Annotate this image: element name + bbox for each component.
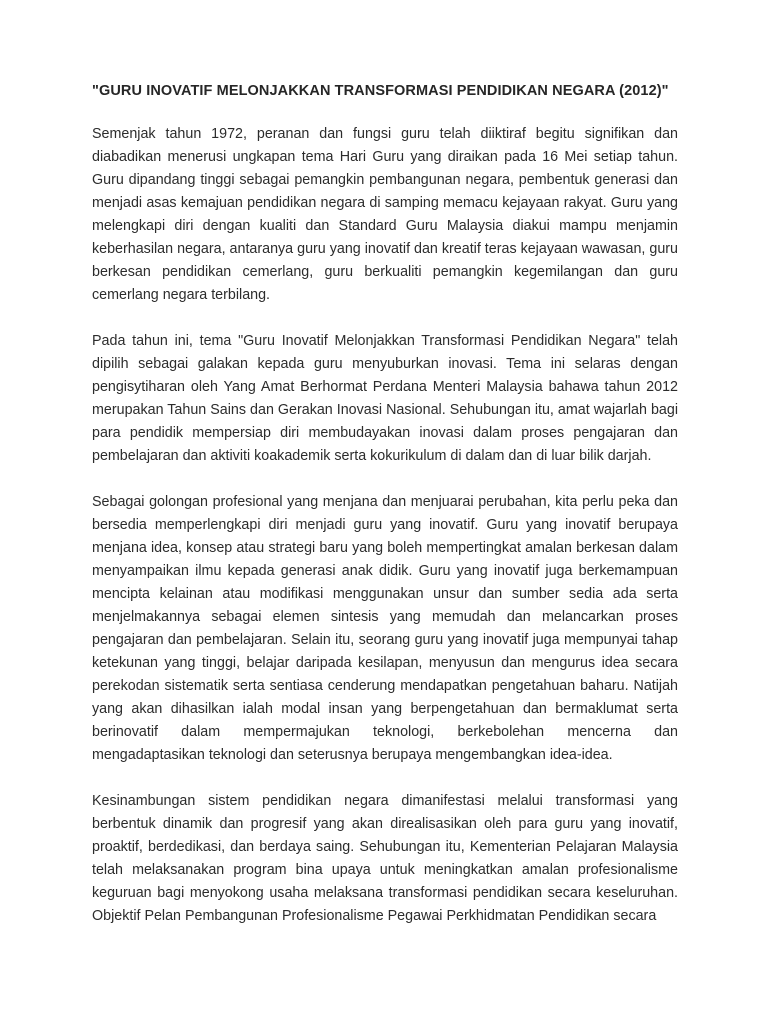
paragraph-2: Pada tahun ini, tema "Guru Inovatif Melonjakkan Transformasi Pendidikan Negara" telah dipilih sebagai galakan kepada guru menyuburkan inovasi. Tema ini selaras dengan pengisytiharan oleh Yang Amat Berhormat Perdana Menteri Malaysia bahawa tahun 2012 merupakan Tahun Sains dan Gerakan Inovasi Nasional. Sehubungan itu, amat wajarlah bagi para pendidik mempersiap diri membudayakan inovasi dalam proses pengajaran dan pembelajaran dan aktiviti koakademik serta kokurikulum di dalam dan di luar bilik darjah. — [92, 333, 678, 464]
paragraph-1: Semenjak tahun 1972, peranan dan fungsi guru telah diiktiraf begitu signifikan dan diabadikan menerusi ungkapan tema Hari Guru yang diraikan pada 16 Mei setiap tahun. Guru dipandang tinggi sebagai pemangkin pembangunan negara, pembentuk generasi dan menjadi asas kemajuan pendidikan negara di samping memacu kejayaan rakyat. Guru yang melengkapi diri dengan kualiti dan Standard Guru Malaysia diakui mampu menjamin keberhasilan negara, antaranya guru yang inovatif dan kreatif teras kejayaan wawasan, guru berkesan pendidikan cemerlang, guru berkualiti pemangkin kegemilangan dan guru cemerlang negara terbilang. — [92, 126, 678, 303]
document-page — [92, 80, 678, 951]
paragraph-3: Sebagai golongan profesional yang menjana dan menjuarai perubahan, kita perlu peka dan bersedia memperlengkapi diri menjadi guru yang inovatif. Guru yang inovatif berupaya menjana idea, konsep atau strategi baru yang boleh mempertingkat amalan berkesan dalam menyampaikan ilmu kepada generasi anak didik. Guru yang inovatif juga berkemampuan mencipta kelainan atau modifikasi menggunakan unsur dan sumber sedia ada serta menjelmakannya sebagai elemen sintesis yang memudah dan melancarkan proses pengajaran dan pembelajaran. Selain itu, seorang guru yang inovatif juga mempunyai tahap ketekunan yang tinggi, belajar daripada kesilapan, menyusun dan mengurus idea secara perekodan sistematik serta sentiasa cenderung mendapatkan pengetahuan baharu. Natijah yang akan dihasilkan ialah modal insan yang berpengetahuan dan bermaklumat serta berinovatif dalam mempermajukan teknologi, berkebolehan mencerna dan mengadaptasikan teknologi dan seterusnya berupaya mengembangkan idea-idea. — [92, 494, 678, 763]
document-title: "GURU INOVATIF MELONJAKKAN TRANSFORMASI PENDIDIKAN NEGARA (2012)" — [92, 83, 669, 99]
paragraph-4: Kesinambungan sistem pendidikan negara dimanifestasi melalui transformasi yang berbentuk dinamik dan progresif yang akan direalisasikan oleh para guru yang inovatif, proaktif, berdedikasi, dan berdaya saing. Sehubungan itu, Kementerian Pelajaran Malaysia telah melaksanakan program bina upaya untuk meningkatkan amalan profesionalisme keguruan bagi menyokong usaha melaksana transformasi pendidikan secara keseluruhan. Objektif Pelan Pembangunan Profesionalisme Pegawai Perkhidmatan Pendidikan secara — [92, 793, 678, 924]
